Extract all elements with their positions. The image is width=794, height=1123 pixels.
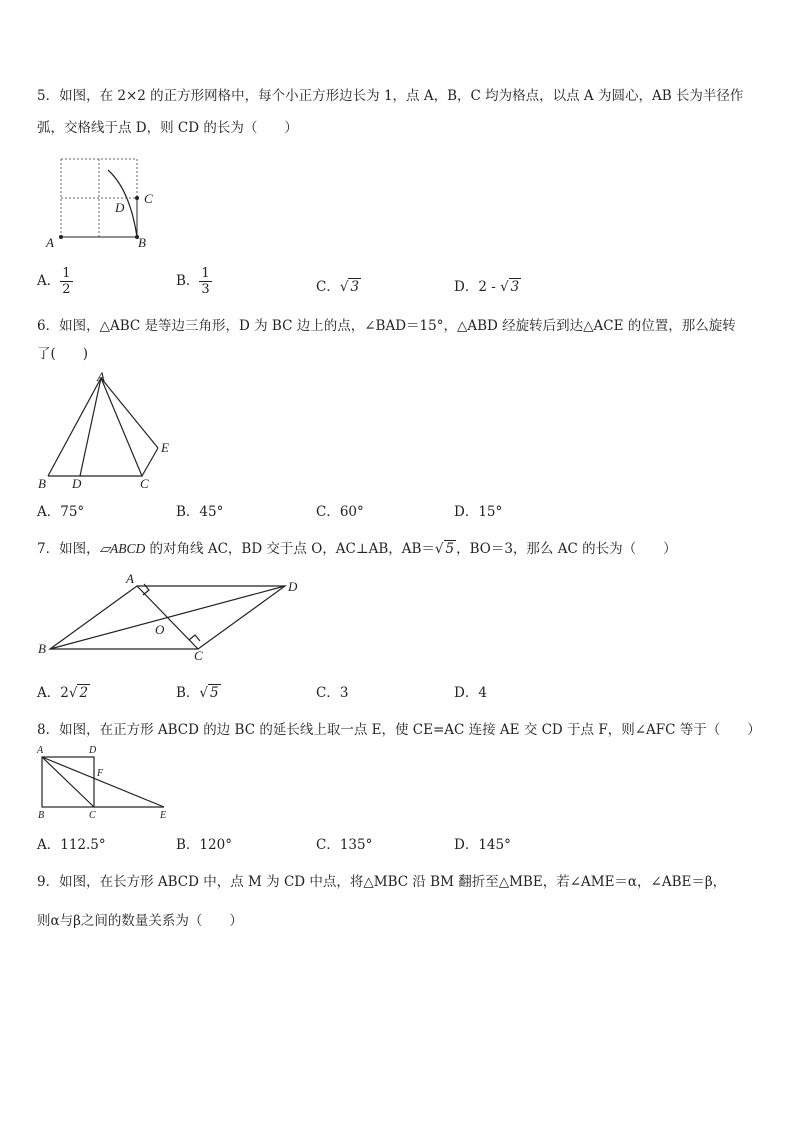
q5-label-b: B (138, 235, 146, 250)
q7-label-o: O (155, 622, 165, 637)
q8-label-c: C (89, 810, 96, 821)
q6-label-c: C (140, 476, 149, 491)
q6-option-c[interactable]: C．60° (316, 504, 364, 520)
q5-option-d[interactable]: D．2 - √ 3 (454, 279, 520, 295)
q8-option-d[interactable]: D．145° (454, 837, 511, 853)
q7-label-d: D (288, 579, 298, 594)
q7-option-b[interactable]: B．√ 5 (176, 685, 219, 701)
q5-label-d: D (115, 200, 125, 215)
q8-label-f: F (97, 768, 104, 779)
q8-label-d: D (89, 745, 97, 756)
q7-label-a: A (126, 571, 134, 586)
q8-option-c[interactable]: C．135° (316, 837, 373, 853)
q6-label-e: E (161, 440, 169, 455)
q8-label-a: A (37, 745, 44, 756)
q8-option-a[interactable]: A．112.5° (37, 837, 106, 853)
q9-text-line2: 则α与β之间的数量关系为（ ） (37, 913, 243, 929)
q5-label-c: C (144, 191, 153, 206)
q6-label-a: A (97, 369, 105, 384)
q6-option-d[interactable]: D．15° (454, 504, 503, 520)
q6-option-a[interactable]: A．75° (37, 504, 85, 520)
q6-text-line1: 6．如图，△ABC 是等边三角形，D 为 BC 边上的点，∠BAD＝15°，△ABD 经旋转后到达△ACE 的位置，那么旋转 (37, 318, 736, 334)
q8-label-b: B (38, 810, 45, 821)
q7-text: 7．如图，▱ABCD 的对角线 AC，BD 交于点 O，AC⊥AB，AB＝√ 5 ，BO＝3，那么 AC 的长为（ ） (37, 541, 677, 557)
q5-option-a[interactable]: A． $\frac{1}{2}$ (37, 266, 71, 297)
q5-text-line2: 弧，交格线于点 D，则 CD 的长为（ ） (37, 120, 298, 136)
q7-option-d[interactable]: D．4 (454, 685, 487, 701)
q8-label-e: E (160, 810, 167, 821)
q6-text-line2: 了( ) (37, 346, 89, 362)
q8-text: 8．如图，在正方形 ABCD 的边 BC 的延长线上取一点 E，使 CE=AC 连接 AE 交 CD 于点 F，则∠AFC 等于（ ） (37, 722, 761, 738)
q6-label-d: D (72, 476, 82, 491)
q7-option-a[interactable]: A．2√ 2 (37, 685, 89, 701)
q7-label-b: B (38, 641, 46, 656)
q5-text-line1: 5．如图，在 2×2 的正方形网格中，每个小正方形边长为 1，点 A，B，C 均为格点，以点 A 为圆心，AB 长为半径作 (37, 88, 744, 104)
q6-option-b[interactable]: B．45° (176, 504, 224, 520)
q5-label-a: A (46, 235, 54, 250)
q5-option-b[interactable]: B． $\frac{1}{3}$ (176, 266, 210, 297)
q6-label-b: B (38, 476, 46, 491)
q7-option-c[interactable]: C．3 (316, 685, 349, 701)
q5-option-c[interactable]: C．√ 3 (316, 279, 360, 295)
q9-text-line1: 9．如图，在长方形 ABCD 中，点 M 为 CD 中点，将△MBC 沿 BM 翻折至△MBE，若∠AME＝α，∠ABE＝β， (37, 874, 727, 890)
q8-option-b[interactable]: B．120° (176, 837, 232, 853)
q7-label-c: C (194, 648, 203, 663)
